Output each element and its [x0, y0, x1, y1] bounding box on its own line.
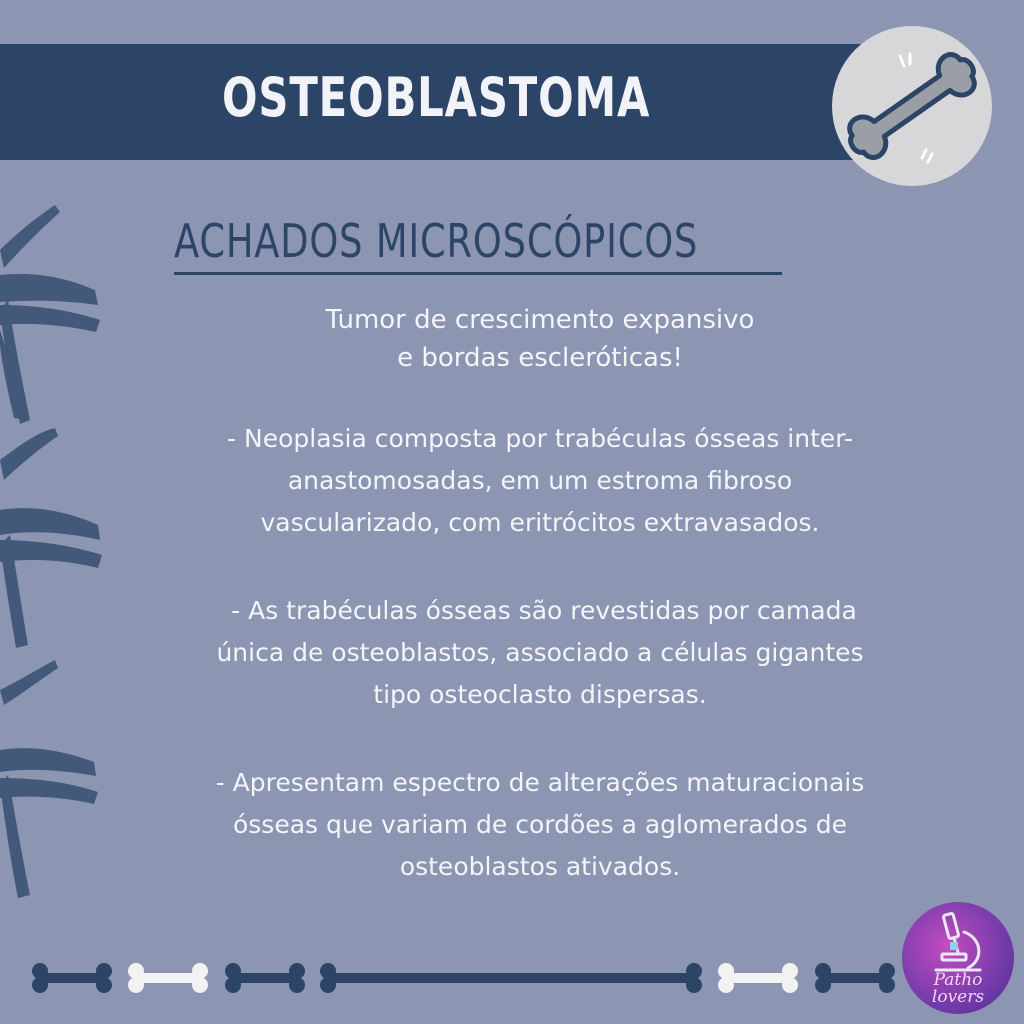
- logo-line: Patho: [933, 970, 983, 990]
- intro-text: [120, 301, 960, 377]
- bone-icon: [718, 963, 798, 993]
- paragraph-espectro: [120, 762, 960, 888]
- patho-lovers-logo: [902, 902, 1014, 1014]
- bone-divider: [0, 955, 900, 1001]
- paragraph-line: única de osteoblastos, associado a células gigantes: [216, 638, 864, 667]
- intro-line: e bordas escleróticas!: [397, 343, 683, 373]
- paragraph-trabeculas: [120, 590, 960, 716]
- bone-icon: [815, 963, 895, 993]
- section-heading: ACHADOS MICROSCÓPICOS: [174, 214, 699, 268]
- heading-underline: [174, 272, 782, 275]
- long-bone-icon: [320, 963, 702, 993]
- paragraph-neoplasia: [120, 418, 960, 544]
- paragraph-line: - As trabéculas ósseas são revestidas por camada: [223, 596, 857, 625]
- bone-icon: [32, 963, 112, 993]
- paragraph-line: - Apresentam espectro de alterações maturacionais: [215, 768, 865, 797]
- paragraph-line: tipo osteoclasto dispersas.: [373, 680, 707, 709]
- paragraph-line: osteoblastos ativados.: [399, 852, 681, 881]
- paragraph-line: - Neoplasia composta por trabéculas ósseas inter-: [227, 424, 853, 453]
- logo-text: [902, 972, 1014, 1006]
- paragraph-line: vascularizado, com eritrócitos extravasados.: [260, 508, 820, 537]
- paragraph-line: ósseas que variam de cordões a aglomerados de: [232, 810, 848, 839]
- bone-icon: [832, 26, 992, 186]
- bone-icon: [128, 963, 208, 993]
- page-title: OSTEOBLASTOMA: [222, 66, 651, 129]
- bone-icon: [225, 963, 305, 993]
- bone-badge: [832, 26, 992, 186]
- intro-line: Tumor de crescimento expansivo: [325, 305, 755, 335]
- logo-line: lovers: [931, 987, 985, 1007]
- paragraph-line: anastomosadas, em um estroma fibroso: [287, 466, 793, 495]
